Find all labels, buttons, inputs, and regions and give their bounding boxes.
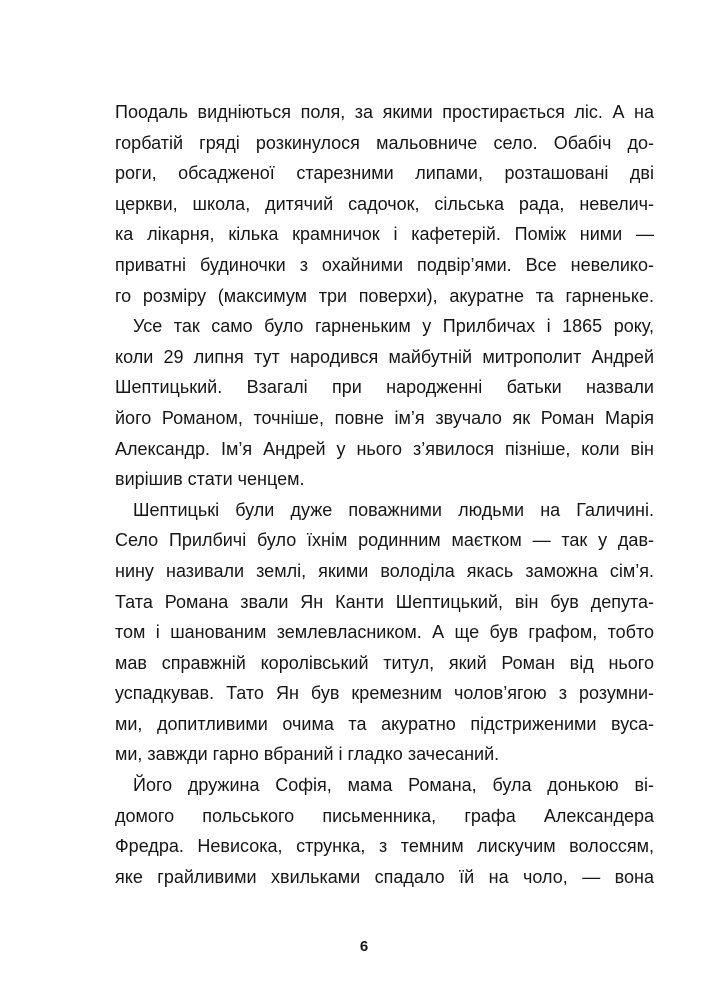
text-line: Александр. Ім’я Андрей у нього з’явилося пізніше, коли він (115, 438, 654, 459)
text-line: ми, допитливими очима та акуратно підстриженими вуса- (115, 713, 654, 734)
text-line: домого польського письменника, графа Александера (115, 805, 654, 826)
text-line: нину називали землі, якими володіла якась заможна сім’я. (115, 560, 654, 581)
text-line: горбатій гряді розкинулося мальовниче село. Обабіч до- (115, 132, 654, 153)
paragraph-3 (115, 495, 654, 770)
paragraph-4 (115, 770, 654, 892)
text-line: Шептицький. Взагалі при народженні батьки назвали (115, 377, 654, 398)
text-line: ми, завжди гарно вбраний і гладко зачесаний. (115, 744, 500, 765)
paragraph-1 (115, 97, 654, 311)
text-line: успадкував. Тато Ян був кремезним чолов’ягою з розумни- (115, 683, 654, 704)
body-text (115, 97, 654, 892)
text-line: Поодаль видніються поля, за якими простирається ліс. А на (115, 102, 654, 122)
text-line: ка лікарня, кілька крамничок і кафетерій. Поміж ними — (115, 224, 654, 245)
text-line: Фредра. Невисока, струнка, з темним лискучим волоссям, (115, 836, 654, 857)
paragraph-2 (115, 311, 654, 495)
text-line: вирішив стати ченцем. (115, 469, 305, 490)
text-line: Село Прилбичі було їхнім родинним маєтком — так у дав- (115, 530, 654, 551)
page-number: 6 (359, 938, 369, 955)
text-line: коли 29 липня тут народився майбутній митрополит Андрей (115, 346, 654, 367)
text-line: Тата Романа звали Ян Канти Шептицький, він був депута- (115, 591, 654, 612)
text-line: церкви, школа, дитячий садочок, сільська рада, невелич- (115, 193, 654, 214)
text-line: його Романом, точніше, повне ім’я звучало як Роман Марія (115, 407, 654, 428)
text-line: приватні будиночки з охайними подвір’ями. Все невелико- (115, 254, 654, 275)
text-line: роги, обсадженої старезними липами, розташовані дві (115, 163, 654, 184)
text-line: яке грайливими хвильками спадало їй на чоло, — вона (115, 866, 654, 887)
text-line: Усе так само було гарненьким у Прилбичах і 1865 року, (133, 316, 654, 337)
text-line: том і шанованим землевласником. А ще був графом, тобто (115, 622, 654, 643)
text-line: мав справжній королівський титул, який Роман від нього (115, 652, 654, 673)
text-line: Його дружина Софія, мама Романа, була донькою ві- (133, 775, 654, 796)
text-line: го розміру (максимум три поверхи), акуратне та гарненьке. (115, 285, 654, 306)
text-line: Шептицькі були дуже поважними людьми на Галичині. (133, 499, 654, 520)
